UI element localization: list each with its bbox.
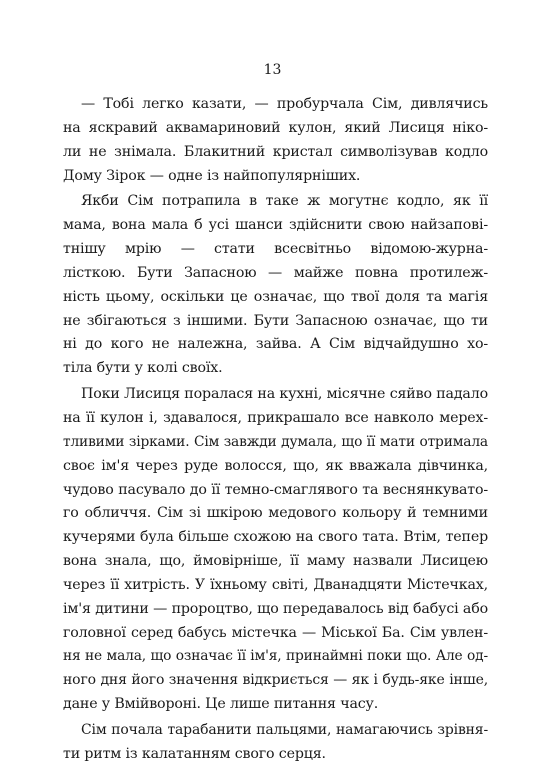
text-line: ли не знімала. Блакитний кристал символізував кодло	[63, 143, 488, 160]
text-line: чудово пасувало до її темно-смаглявого та веснянкувато-	[63, 481, 488, 498]
text-line: на її кулон і, здавалося, прикрашало все навколо мерех-	[63, 409, 488, 426]
text-line: мама, вона мала б усі шанси здійснити свою найзапові-	[63, 217, 488, 234]
text-line: го обличчя. Сім зі шкірою медового кольору й темними	[63, 505, 488, 522]
page-number: 13	[263, 62, 282, 78]
text-line: лісткою. Бути Запасною — майже повна протилеж-	[63, 264, 488, 281]
text-line: ти ритм із калатанням свого серця.	[63, 745, 326, 762]
body-text	[63, 93, 488, 769]
text-line: — Тобі легко казати, — пробурчала Сім, дивлячись	[81, 96, 488, 112]
text-line: ність цьому, оскільки це означає, що твої доля та магія	[63, 288, 488, 305]
text-line: через її хитрість. У їхньому світі, Дванадцяти Містечках,	[63, 576, 488, 593]
paragraph	[63, 383, 488, 717]
text-line: тливими зірками. Сім завжди думала, що її мати отримала	[63, 433, 488, 450]
text-line: ім'я дитини — пророцтво, що передавалось від бабусі або	[63, 600, 488, 617]
text-line: Поки Лисиця поралася на кухні, місячне сяйво падало	[81, 386, 488, 403]
paragraph	[63, 93, 488, 188]
paragraph	[63, 190, 488, 381]
text-line: головної серед бабусь містечка — Міської Ба. Сім увлен-	[63, 624, 488, 641]
text-line: тіла бути у колі своїх.	[63, 360, 223, 377]
text-line: дане у Вмійвороні. Це лише питання часу.	[63, 696, 379, 713]
text-line: ного дня його значення відкриється — як і будь-яке інше,	[63, 672, 488, 689]
paragraph	[63, 719, 488, 767]
text-line: Дому Зірок — одне із найпопулярніших.	[63, 167, 361, 184]
text-line: кучерями була більше схожою на свого тата. Втім, тепер	[63, 529, 488, 546]
text-line: вона знала, що, ймовірніше, її маму назвали Лисицею	[63, 553, 488, 570]
text-line: ні до кого не належна, зайва. А Сім відчайдушно хо-	[63, 336, 488, 353]
text-line: Сім почала тарабанити пальцями, намагаючись зрівня-	[81, 721, 488, 738]
text-line: тнішу мрію — стати всесвітньо відомою-журна-	[63, 241, 488, 258]
text-line: не збігаються з іншими. Бути Запасною означає, що ти	[63, 312, 488, 329]
text-line: своє ім'я через руде волосся, що, як вважала дівчинка,	[63, 457, 488, 474]
text-line: на яскравий аквамариновий кулон, який Лисиця ніко-	[63, 119, 488, 136]
text-line: Якби Сім потрапила в таке ж могутнє кодло, як її	[81, 193, 488, 210]
text-line: ня не мала, що означає її ім'я, принаймні поки що. Але од-	[63, 648, 488, 665]
